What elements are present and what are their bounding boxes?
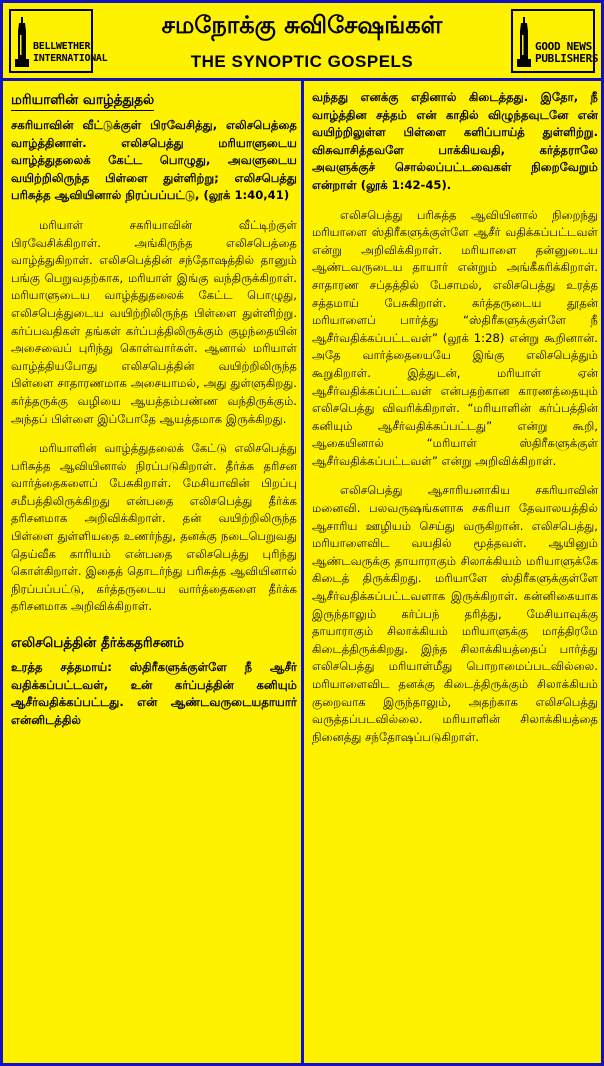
- tower-icon: [15, 17, 29, 69]
- header: [3, 3, 601, 81]
- section-heading-greeting: மரியாளின் வாழ்த்துதல்: [11, 91, 154, 111]
- tower-icon: [517, 17, 531, 69]
- scripture-quote-continued: வந்தது எனக்கு எதினால் கிடைத்தது. இதோ, நீ வாழ்த்தின சத்தம் என் காதில் விழுந்தவுடனே என் வயிற்றிலுள்ள பிள்ளை களிப்பாய்த் துள்ளிற்று. விசுவாசித்தவளே பாக்கியவதி, கர்த்தராலே அவளுக்குச் சொல்லப்பட்டவைகள் நிறைவேறும் என்றாள் (லூக் 1:42-45).: [312, 90, 598, 192]
- logo-right-line2: PUBLISHERS: [535, 52, 599, 65]
- scripture-quote: சகரியாவின் வீட்டுக்குள் பிரவேசித்து, எலிசபெத்தை வாழ்த்தினாள். எலிசபெத்து மரியாளுடைய வாழ்த்துதலைக் கேட்ட பொழுது, அவளுடைய வயிற்றிலிருந்த பிள்ளை துள்ளிற்று; எலிசபெத்து பரிசுத்த ஆவியினால் நிரப்பப்பட்டு, (லூக் 1:40,41): [11, 118, 297, 203]
- scripture-quote: உரத்த சத்தமாய்: ஸ்திரீகளுக்குள்ளே நீ ஆசீர் வதிக்கப்பட்டவள், உன் கர்ப்பத்தின் கனியும் ஆசீர்வதிக்கப்பட்டது. என் ஆண்டவருடையதாயார் என்னிடத்தில்: [11, 660, 297, 727]
- logo-left-line2: INTERNATIONAL: [33, 53, 108, 64]
- logo-left-line1: BELLWETHER: [33, 41, 91, 52]
- commentary-paragraph: மரியாள் சகரியாவின் வீட்டிற்குள் பிரவேசிக்கிறாள். அங்கிருந்த எலிசபெத்தை வாழ்த்துகிறாள். எலிசபெத்தின் சந்தோஷத்தில் தானும் பங்கு பெறுவதற்காக, மரியாள் இங்கு வந்திருக்கிறாள். மரியாளுடைய வாழ்த்துதலைக் கேட்ட பொழுது, எலிசபெத்துடைய வயிற்றிலிருந்த பிள்ளை துள்ளிற்று. கர்ப்பவதிகள் தங்கள் கர்ப்பத்திலிருக்கும் குழந்தையின் அசைவைப் புரிந்து கொள்வார்கள். ஆனால் மரியாள் வாழ்த்தியபோது எலிசபெத்தின் வயிற்றிலிருந்த பிள்ளை சாதாரணமாக அசையாமல், அது துள்ளுகிறது. கர்த்தருக்கு வழியை ஆயத்தம்பண்ண வந்திருக்கும். அந்தப் பிள்ளை இப்போதே ஆயத்தமாக இருக்கிறது.: [11, 217, 297, 426]
- right-column: [312, 89, 598, 1061]
- bellwether-logo: [9, 9, 108, 73]
- commentary-paragraph: எலிசபெத்து ஆசாரியனாகிய சகரியாவின் மனைவி. பலவருஷங்களாக சகரியா தேவாலயத்தில் ஆசாரிய ஊழியம் செய்து வருகிறான். எலிசபெத்து, மரியாளைவிட வயதில் மூத்தவள். ஆயினும் ஆண்டவருக்கு தாயாராகும் சிலாக்கியம் மரியாளுக்கே கிடைத் திருக்கிறது. மரியாளே ஸ்திரீகளுக்குள்ளே ஆசீர்வதிக்கப்பட்டவளாக இருக்கிறாள். கன்னிகையாக இருந்தாலும் கர்ப்பந் தரித்து, மேசியாவுக்கு தாயாராகும் சிலாக்கியம் மரியாளுக்கு மாத்திரமே கிடைத்திருக்கிறது. இந்த சிலாக்கியத்தைப் பார்த்து எலிசபெத்து மரியாள்மீது பொறாமைப்படவில்லை. மரியாளைவிட தனக்கு கிடைத்திருக்கும் சிலாக்கியம் குறைவாக இருந்தாலும், அதற்காக எலிசபெத்து வருத்தப்படவில்லை. மரியாளின் சிலாக்கியத்தை நினைத்து சந்தோஷப்படுகிறாள்.: [312, 483, 598, 744]
- commentary-paragraph: மரியாளின் வாழ்த்துதலைக் கேட்டு எலிசபெத்து பரிசுத்த ஆவியினால் நிரப்படுகிறாள். தீர்க்க தரிசன வார்த்தைகளைப் பேசுகிறாள். மேசியாவின் பிறப்பு சமீபத்திலிருக்கிறது என்பதை எலிசபெத்து தீர்க்க தரிசனமாக அறிவிக்கிறாள். தன் வயிற்றிலிருந்த பிள்ளை துள்ளியதை உணர்ந்து, தனக்கு நடைபெறுவது தெய்வீக காரியம் என்பதை எலிசபெத்து புரிந்து கொள்கிறாள். இதைத் தொடர்ந்து பரிசுத்த ஆவியினால் நிரப்பப்பட்டு, கர்த்தருடைய வார்த்தைகளை தீர்க்க தரிசனமாக அறிவிக்கிறாள்.: [11, 441, 297, 614]
- column-divider: [301, 78, 304, 1066]
- section-heading-prophecy: எலிசபெத்தின் தீர்க்கதரிசனம்: [11, 635, 185, 652]
- left-column: [11, 89, 297, 1061]
- page-title-english: THE SYNOPTIC GOSPELS: [190, 52, 414, 71]
- page-title-tamil: சமநோக்கு சுவிசேஷங்கள்: [161, 11, 443, 39]
- logo-right-line1: GOOD NEWS: [535, 40, 592, 53]
- good-news-logo: [511, 9, 599, 73]
- commentary-paragraph: எலிசபெத்து பரிசுத்த ஆவியினால் நிறைந்து மரியாளை ஸ்திரீகளுக்குள்ளே ஆசீர் வதிக்கப்பட்டவள் என்று அறிவிக்கிறாள். மரியாளை தன்னுடைய ஆண்டவருடைய தாயார் என்றும் அங்கீகரிக்கிறாள். சாதாரண சப்தத்தில் பேசாமல், எலிசபெத்து உரத்த சத்தமாய் பேசுகிறாள். கர்த்தருடைய தூதன் மரியாளைப் பார்த்து “ஸ்திரீகளுக்குள்ளே நீ ஆசீர்வதிக்கப்பட்டவள்” (லூக் 1:28) என்று கூறினான். அதே வார்த்தையையே இங்கு எலிசபெத்தும் கூறுகிறாள். இத்துடன், மரியாள் ஏன் ஆசீர்வதிக்கப்பட்டவள் என்பதற்கான காரணத்தையும் எலிசபெத்து விவரிக்கிறாள். “மரியாளின் கர்ப்பத்தின் கனியும் ஆசீர்வதிக்கப்பட்டது” என்று கூறி, ஆகையினால் “மரியாள் ஸ்திரீகளுக்குள் ஆசீர்வதிக்கப்பட்டவள்” என்று அறிவிக்கிறாள்.: [312, 207, 598, 468]
